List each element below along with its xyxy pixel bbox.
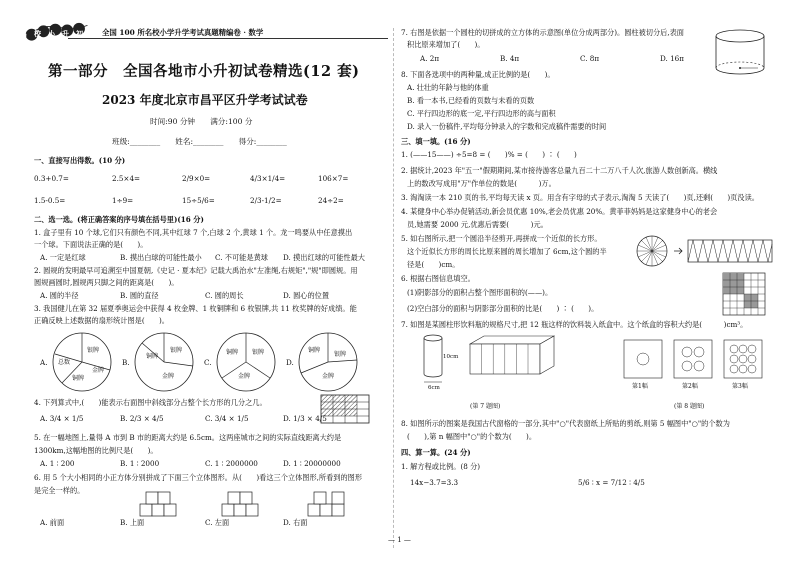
q2-option-b: B. 圆的直径 <box>120 291 159 300</box>
q2-line1: 2. 圆规的发明最早可追溯至中国夏朝,《史记 · 夏本纪》记载大禹治水"左准绳,右规矩","规"即圆规。用 <box>34 266 358 275</box>
calc-r2-c3: 15÷5/6= <box>182 196 215 205</box>
pie-chart-d <box>296 330 360 394</box>
pie-b-label-gold: 金牌 <box>162 373 175 380</box>
q1-option-b: B. 摸出白球的可能性最小 <box>120 253 202 262</box>
q8-option-a: A. 壮壮的年龄与他的体重 <box>407 83 489 92</box>
q4-option-a: A. 3/4 × 1/5 <box>40 414 84 423</box>
q5-line2: 1300km,这幅地图的比例尺是( )。 <box>34 446 158 455</box>
pie-chart-b <box>132 330 196 394</box>
pie-a-label-bronze: 铜牌 <box>72 375 85 382</box>
pie-b-label-bronze: 铜牌 <box>146 353 159 360</box>
q6-option-a: A. 前面 <box>40 518 65 527</box>
header-rule <box>68 38 388 39</box>
exam-title: 2023 年度北京市昌平区升学考试试卷 <box>102 93 308 107</box>
q6-option-b: B. 上面 <box>120 518 145 527</box>
q5-option-a: A. 1 ∶ 200 <box>40 459 75 468</box>
pie-b-label-silver: 银牌 <box>170 347 183 354</box>
fill-6: 6. 根据右图信息填空。 <box>401 274 475 283</box>
q7-cylinder-figure <box>712 28 768 78</box>
fill-3: 3. 淘淘读一本 210 页的书,平均每天读 x 页。用含有字母的式子表示,淘淘 5 天读了( )页,还剩( )页没读。 <box>401 193 759 202</box>
pie-c-label-gold: 金牌 <box>238 373 251 380</box>
pie-a-label-silver: 银牌 <box>87 347 100 354</box>
fill-6-2: (2)空白部分的面积与阴影部分面积的比是( ) ∶ ( )。 <box>407 304 599 313</box>
pie-a-letter: A. <box>40 358 48 367</box>
q1-option-d: D. 摸出红球的可能性最大 <box>283 253 365 262</box>
q5-line1: 5. 在一幅地图上,量得 A 市到 B 市的距离大约是 6.5cm。这两座城市之间的实际直线距离大约是 <box>34 433 342 442</box>
q2-line2: 圆规画圆时,圆规两只脚之间的距离是( )。 <box>34 278 179 287</box>
q6-cube-figures <box>136 488 366 520</box>
student-fields: 班级:________ 姓名:________ 得分:________ <box>112 137 287 146</box>
fill-2-line2: 上的数改写成用"万"作单位的数是( )万。 <box>407 179 556 188</box>
q2-option-a: A. 圆的半径 <box>40 291 79 300</box>
q1-option-a: A. 一定是红球 <box>40 253 86 262</box>
pie-chart-c <box>214 330 278 394</box>
equation-1: 14x−3.7=3.3 <box>410 478 459 487</box>
logo-text: 名校小升初 <box>20 30 90 38</box>
q1-option-c: C. 不可能是黄球 <box>215 253 268 262</box>
q5-option-c: C. 1 ∶ 2000000 <box>205 459 258 468</box>
calc-r2-c2: 1÷9= <box>112 196 134 205</box>
fill-7-diameter-label: 6cm <box>428 385 440 391</box>
q6-option-d: D. 右面 <box>283 518 308 527</box>
calc-r1-c3: 2/9×0= <box>182 174 211 183</box>
q6-line1: 6. 用 5 个大小相同的小正方体分别拼成了下面三个立体图形。从( )看这三个立体图形,所看到的图形 <box>34 473 363 482</box>
q8-option-c: C. 平行四边形的底一定,平行四边形的高与面积 <box>407 109 556 118</box>
section-2-title: 二、选一选。(将正确答案的序号填在括号里)(16 分) <box>34 215 204 224</box>
fill-7: 7. 如图是某圆柱形饮料瓶的规格尺寸,把 12 瓶这样的饮料装入纸盒中。这个纸盒的容积大约是( )cm³。 <box>401 320 748 329</box>
calc-r2-c4: 2/3-1/2= <box>250 196 282 205</box>
calc-r1-c2: 2.5×4= <box>112 174 141 183</box>
fill-5-line3: 径是( )cm。 <box>407 260 460 269</box>
q7-option-d: D. 16π <box>660 54 684 63</box>
pie-d-label-silver: 银牌 <box>334 351 347 358</box>
fill-4-line1: 4. 某健身中心举办促销活动,新会员优惠 10%,老会员优惠 20%。黄菲菲妈妈是这家健身中心的老会 <box>401 207 718 216</box>
q6-option-c: C. 左面 <box>205 518 230 527</box>
fig8-label-1: 第1幅 <box>632 383 648 390</box>
calc-r2-c1: 1.5-0.5= <box>34 196 66 205</box>
pie-b-letter: B. <box>122 358 130 367</box>
q4-shaded-rectangle <box>320 394 370 424</box>
q5-option-d: D. 1 ∶ 20000000 <box>283 459 341 468</box>
q3-line2: 正确反映上述数据的扇形统计图是( )。 <box>34 316 169 325</box>
q1-line1: 1. 盒子里有 10 个球,它们只有颜色不同,其中红球 7 个,白球 2 个,黄球 1 个。龙一鸣要从中任意摸出 <box>34 228 353 237</box>
fill-6-grid-figure <box>722 272 766 316</box>
section-1-title: 一、直接写出得数。(10 分) <box>34 156 126 165</box>
q7-option-b: B. 4π <box>500 54 520 63</box>
fill-7-bottle-box-figure <box>418 332 558 390</box>
pie-d-label-bronze: 铜牌 <box>308 347 321 354</box>
q6-line2: 是完全一样的。 <box>34 486 85 495</box>
q1-line2: 一个球。下面说法正确的是( )。 <box>34 240 148 249</box>
fill-8-line1: 8. 如图所示的图案是我国古代窗格的一部分,其中"○"代表窗纸上所贴的剪纸,则第 5 幅图中"○"的个数为 <box>401 419 730 428</box>
q8-title: 8. 下面各选项中的两种量,成正比例的是( )。 <box>401 70 555 79</box>
q7-line2: 积比原来增加了( )。 <box>407 40 485 49</box>
q2-option-c: C. 圆的周长 <box>205 291 244 300</box>
pie-d-label-gold: 金牌 <box>322 373 335 380</box>
fig8-label-2: 第2幅 <box>682 383 698 390</box>
fig8-label-3: 第3幅 <box>732 383 748 390</box>
pie-a-label-gold: 金牌 <box>92 367 105 374</box>
fill-4-line2: 员,她需要 2000 元,优惠后需要( )元。 <box>407 220 548 229</box>
series-title: 全国 100 所名校小学升学考试真题精编卷 · 数学 <box>102 28 264 37</box>
fill-6-1: (1)阴影部分的面积占整个图形面积的(——)。 <box>407 288 553 297</box>
fig7-caption: (第 7 题图) <box>470 403 501 410</box>
q4-text: 4. 下列算式中,( )能表示右面图中斜线部分占整个长方形的几分之几。 <box>34 398 267 407</box>
fill-8-window-pattern-figure <box>620 334 770 384</box>
pie-c-label-silver: 银牌 <box>252 349 265 356</box>
q8-option-b: B. 看一本书,已经看的页数与未看的页数 <box>407 96 535 105</box>
calc-4-1: 1. 解方程或比例。(8 分) <box>401 462 481 471</box>
fill-2-line1: 2. 据统计,2023 年"五一"假期期间,某市接待游客总量九百二十二万八千人次,旅游人数创新高。横线 <box>401 166 718 175</box>
q7-line1: 7. 右图是依据一个圆柱的切拼成的立方体的示意图(单位分成两部分)。圆柱被切分后,表面 <box>401 28 684 37</box>
fill-8-line2: ( ),第 n 幅图中"○"的个数为( )。 <box>407 432 537 441</box>
pie-d-letter: D. <box>286 358 294 367</box>
q8-option-d: D. 录入一份稿件,平均每分钟录入的字数和完成稿件需要的时间 <box>407 122 607 131</box>
part-title: 第一部分 全国各地市小升初试卷精选(12 套) <box>48 63 360 80</box>
fill-1: 1. (——15——) ÷5=8 = ( )% = ( ) ∶ ( ) <box>401 150 577 159</box>
calc-r2-c5: 24÷2= <box>318 196 344 205</box>
pie-c-letter: C. <box>204 358 212 367</box>
q4-option-c: C. 3/4 × 1/5 <box>205 414 249 423</box>
q5-option-b: B. 1 ∶ 2000 <box>120 459 160 468</box>
page-number: — 1 — <box>388 536 411 544</box>
fill-5-line2: 这个近似长方形的周长比原来圆的周长增加了 6cm,这个圆的半 <box>407 247 607 256</box>
calc-r1-c1: 0.3+0.7= <box>34 174 69 183</box>
q4-option-d: D. 1/3 × 4/5 <box>283 414 327 423</box>
q7-option-c: C. 8π <box>580 54 600 63</box>
fig8-caption: (第 8 题图) <box>674 403 705 410</box>
pie-a-label-total: 总数 <box>58 359 71 366</box>
fill-5-circle-to-rectangle-figure <box>636 234 776 268</box>
q3-line1: 3. 我国健儿在第 32 届夏季奥运会中获得 4 枚金牌、1 枚铜牌和 6 枚银牌,共 11 枚奖牌的好成绩。能 <box>34 304 357 313</box>
exam-info: 时间:90 分钟 满分:100 分 <box>150 117 253 126</box>
pie-c-label-bronze: 铜牌 <box>226 349 239 356</box>
q2-option-d: D. 圆心的位置 <box>283 291 330 300</box>
equation-2: 5/6 ∶ x = 7/12 ∶ 4/5 <box>578 478 645 487</box>
calc-r1-c4: 4/3×1/4= <box>250 174 286 183</box>
q7-option-a: A. 2π <box>420 54 440 63</box>
q4-option-b: B. 2/3 × 4/5 <box>120 414 164 423</box>
fill-5-line1: 5. 如右图所示,把一个圆沿半径剪开,再拼成一个近似的长方形。 <box>401 234 602 243</box>
column-divider <box>393 28 394 548</box>
section-4-title: 四、算一算。(24 分) <box>401 448 471 457</box>
fill-7-height-label: 10cm <box>443 354 459 360</box>
calc-r1-c5: 106×7= <box>318 174 349 183</box>
section-3-title: 三、填一填。(16 分) <box>401 137 471 146</box>
